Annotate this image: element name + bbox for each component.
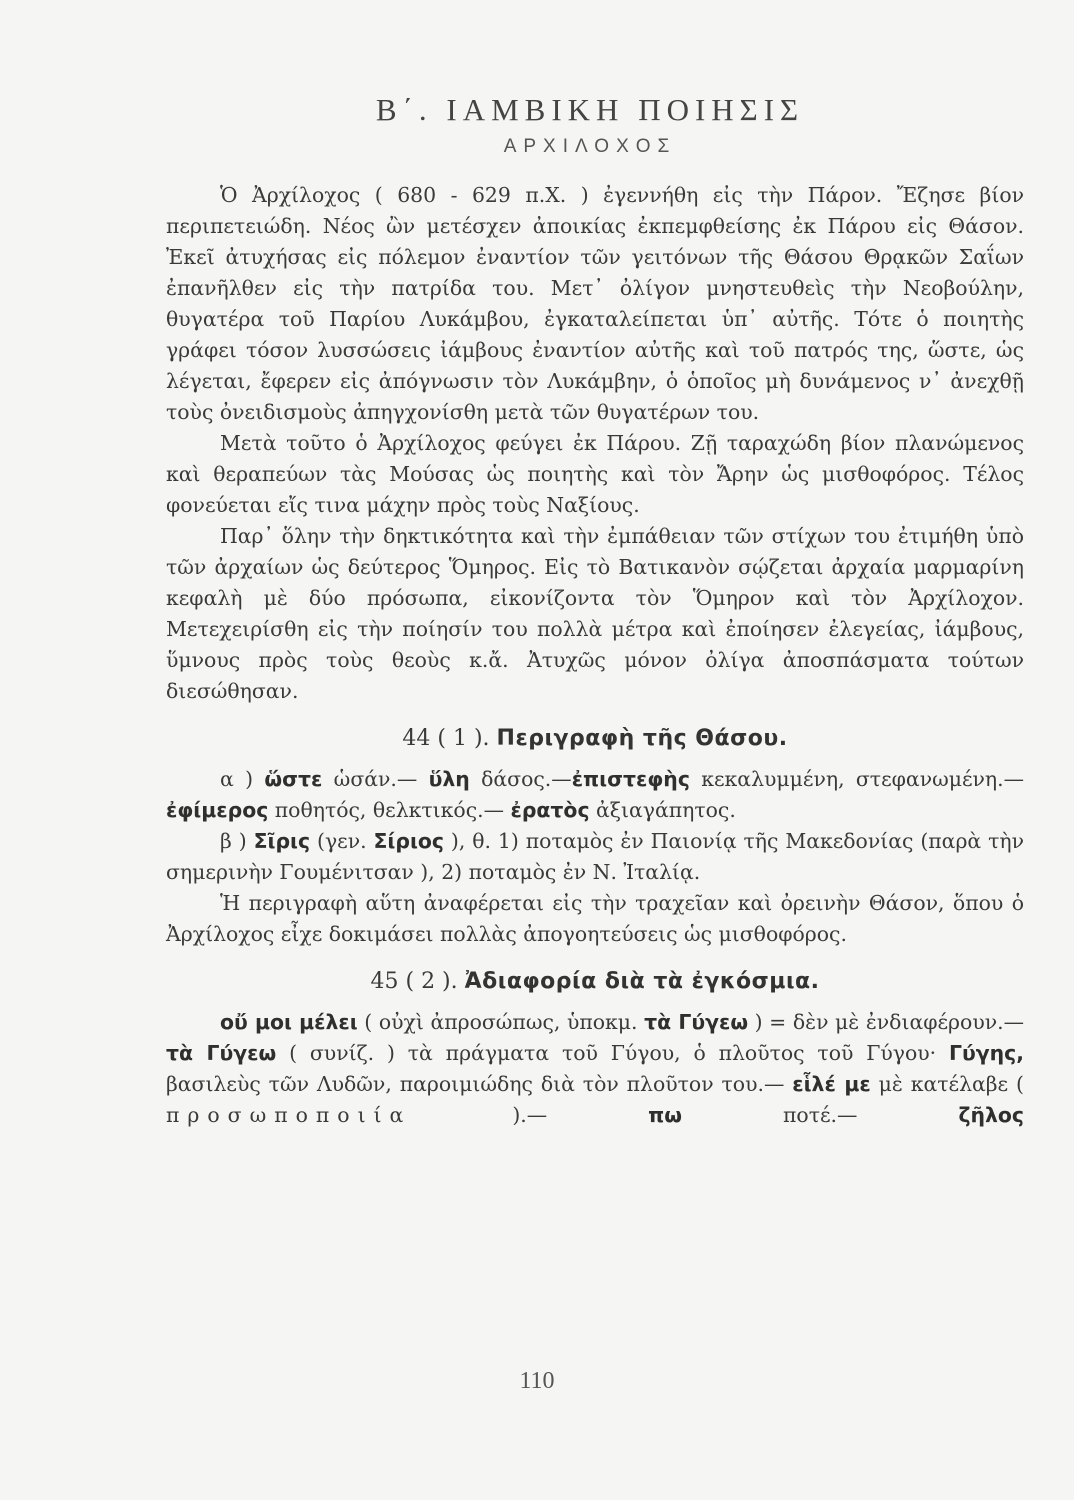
page-number: 110 (519, 1368, 555, 1394)
chapter-heading: Β΄. ΙΑΜΒΙΚΗ ΠΟΙΗΣΙΣ (375, 92, 805, 127)
definition: (γεν. (310, 829, 374, 853)
term: ὥστε (264, 767, 323, 791)
term: ἐπιστεφὴς (571, 767, 690, 791)
term: Σίριος (373, 829, 445, 853)
section-44-note: Ἡ περιγραφὴ αὕτη ἀναφέρεται εἰς τὴν τραχεῖαν καὶ ὀρεινὴν Θάσον, ὅπου ὁ Ἀρχίλοχος εἶχε δοκιμάσει πολλὰς ἀπογοητεύσεις ὡς μισθοφόρος. (166, 891, 1024, 946)
term: ἐρατὸς (510, 798, 590, 822)
intro-text (166, 180, 1024, 1131)
definition: ποτέ.— (682, 1103, 959, 1127)
section-44-gloss-a (166, 764, 1024, 826)
definition-spaced: προσωποποιία (166, 1103, 412, 1127)
section-44-number: 44 ( 1 ). (402, 726, 490, 751)
intro-paragraph-2: Μετὰ τοῦτο ὁ Ἀρχίλοχος φεύγει ἐκ Πάρου. Ζῇ ταραχώδη βίον πλανώμενος καὶ θεραπεύων τὰς Μούσας ὡς ποιητὴς καὶ τὸν Ἄρην ὡς μισθοφόρος. Τέλος φονεύεται εἴς τινα μάχην πρὸς τοὺς Ναξίους. (166, 431, 1024, 517)
term: πω (648, 1103, 683, 1127)
definition: ( συνίζ. ) τὰ πράγματα τοῦ Γύγου, ὁ πλοῦτος τοῦ Γύγου· (276, 1041, 949, 1065)
section-45-heading (166, 966, 1024, 997)
term: εἷλέ με (792, 1072, 871, 1096)
section-45-glosses (166, 1007, 1024, 1131)
term: ὕλη (428, 767, 470, 791)
section-44-heading (166, 723, 1024, 754)
term: τὰ Γύγεω (166, 1041, 277, 1065)
definition: ἀξιαγάπητος. (589, 798, 736, 822)
definition: ποθητός, θελκτικός.— (268, 798, 511, 822)
definition: ὡσάν.— (322, 767, 429, 791)
definition: ( οὐχὶ ἀπροσώπως, ὑποκμ. (357, 1010, 645, 1034)
section-45-number: 45 ( 2 ). (370, 969, 458, 994)
page-content (166, 92, 1024, 1131)
definition: μὲ κατέλαβε ( (870, 1072, 1024, 1096)
definition: ).— (411, 1103, 649, 1127)
term: τὰ Γύγεω (644, 1010, 749, 1034)
term: ζῆλος (958, 1103, 1025, 1127)
term: Γύγης, (948, 1041, 1024, 1065)
gloss-b-label: β ) (220, 829, 247, 853)
definition: δάσος.— (469, 767, 572, 791)
intro-paragraph-3: Παρ᾽ ὅλην τὴν δηκτικότητα καὶ τὴν ἐμπάθειαν τῶν στίχων του ἐτιμήθη ὑπὸ τῶν ἀρχαίων ὡς δεύτερος Ὅμηρος. Εἰς τὸ Βατικανὸν σῴζεται ἀρχαία μαρμαρίνη κεφαλὴ μὲ δύο πρόσωπα, εἰκονίζοντα τὸν Ὅμηρον καὶ τὸν Ἀρχίλοχον. Μετεχειρίσθη εἰς τὴν ποίησίν του πολλὰ μέτρα καὶ ἐποίησεν ἐλεγείας, ἰάμβους, ὕμνους πρὸς τοὺς θεοὺς κ.ἄ. Ἀτυχῶς μόνον ὀλίγα ἀποσπάσματα τούτων διεσώθησαν. (166, 524, 1024, 703)
definition: βασιλεὺς τῶν Λυδῶν, παροιμιώδης διὰ τὸν πλοῦτον του.— (166, 1072, 793, 1096)
definition: ) = δὲν μὲ ἐνδιαφέρουν.— (748, 1010, 1024, 1034)
term: οὔ μοι μέλει (220, 1010, 358, 1034)
intro-paragraph-1: Ὁ Ἀρχίλοχος ( 680 - 629 π.Χ. ) ἐγεννήθη εἰς τὴν Πάρον. Ἔζησε βίον περιπετειώδη. Νέος ὢν μετέσχεν ἀποικίας ἐκπεμφθείσης ἐκ Πάρου εἰς Θάσον. Ἐκεῖ ἀτυχήσας εἰς πόλεμον ἐναντίον τῶν γειτόνων τῆς Θάσου Θρᾳκῶν Σαΐων ἐπανῆλθεν εἰς τὴν πατρίδα του. Μετ᾽ ὀλίγον μνηστευθεὶς τὴν Νεοβούλην, θυγατέρα τοῦ Παρίου Λυκάμβου, ἐγκαταλείπεται ὑπ᾽ αὐτῆς. Τότε ὁ ποιητὴς γράφει τόσον λυσσώσεις ἰάμβους ἐναντίον αὐτῆς καὶ τοῦ πατρός της, ὥστε, ὡς λέγεται, ἔφερεν εἰς ἀπόγνωσιν τὸν Λυκάμβην, ὁ ὁποῖος μὴ δυνάμενος ν᾽ ἀνεχθῇ τοὺς ὀνειδισμοὺς ἀπηγχονίσθη μετὰ τῶν θυγατέρων του. (166, 183, 1024, 424)
term: ἐφίμερος (166, 798, 269, 822)
term: Σῖρις (253, 829, 311, 853)
chapter-subheading: ΑΡΧΙΛΟΧΟΣ (503, 136, 677, 157)
section-44-title: Περιγραφὴ τῆς Θάσου. (496, 726, 788, 751)
definition: κεκαλυμμένη, στεφανωμένη.— (689, 767, 1025, 791)
section-44-gloss-b (166, 826, 1024, 888)
definition: ), θ. 1) ποταμὸς ἐν Παιονίᾳ τῆς Μακεδονίας (παρὰ τὴν σημερινὴν Γουμένιτσαν ), 2) ποταμὸς ἐν Ν. Ἰταλίᾳ. (166, 829, 1025, 884)
section-45-title: Ἀδιαφορία διὰ τὰ ἐγκόσμια. (464, 969, 820, 994)
gloss-a-label: α ) (220, 767, 254, 791)
